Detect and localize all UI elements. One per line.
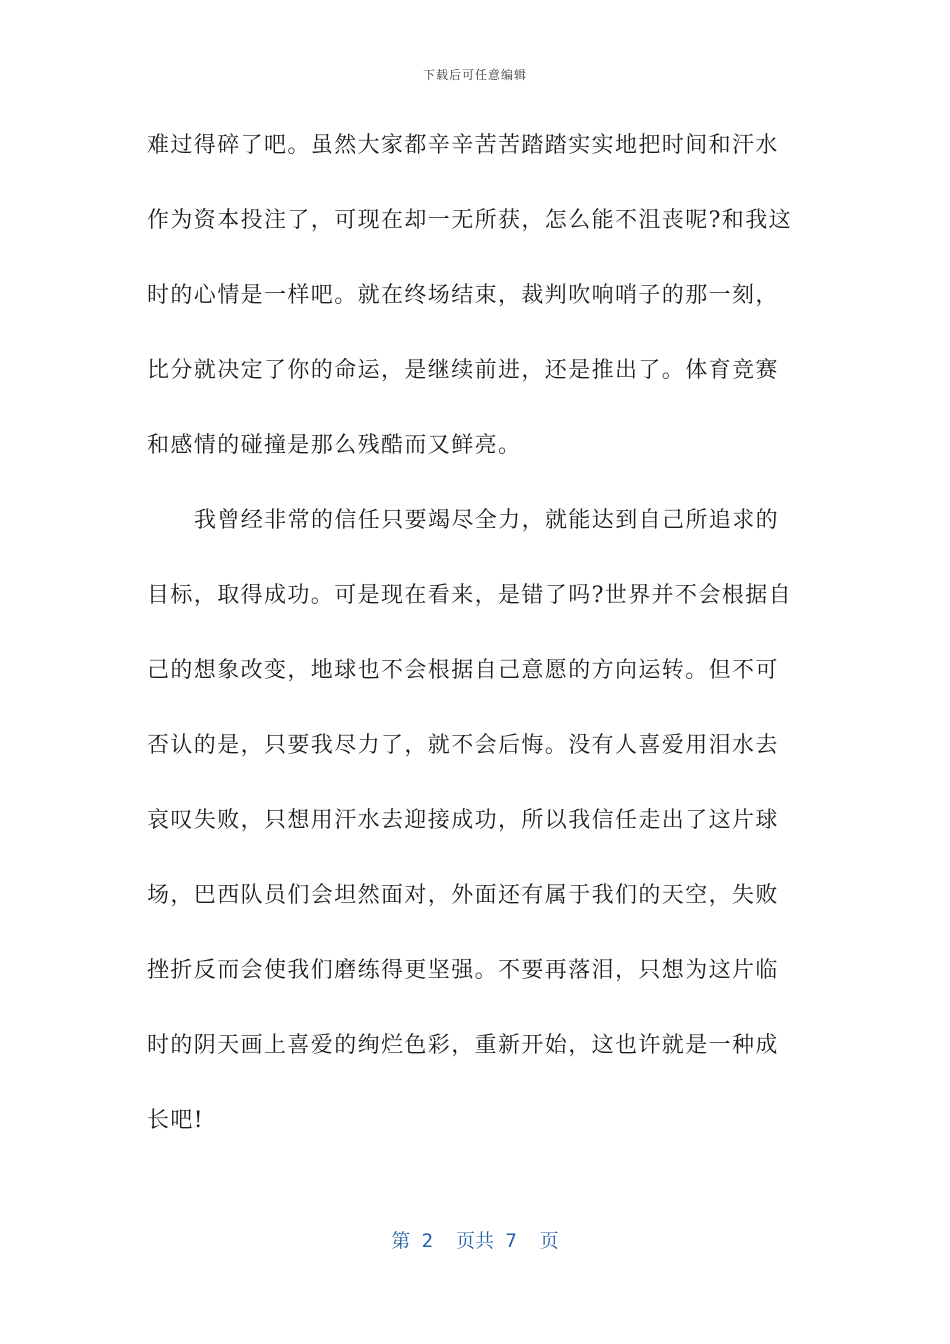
text-line: 目标，取得成功。可是现在看来，是错了吗?世界并不会根据自 [147, 583, 792, 608]
text-line: 难过得碎了吧。虽然大家都辛辛苦苦踏踏实实地把时间和汗水 [147, 133, 779, 158]
text-line: 时的心情是一样吧。就在终场结束，裁判吹响哨子的那一刻， [147, 283, 779, 308]
paragraph-start-line: 我曾经非常的信任只要竭尽全力，就能达到自己所追求的 [194, 508, 780, 533]
text-line: 否认的是，只要我尽力了，就不会后悔。没有人喜爱用泪水去 [147, 733, 779, 758]
text-line: 比分就决定了你的命运，是继续前进，还是推出了。体育竞赛 [147, 358, 779, 383]
document-body [147, 126, 807, 1176]
text-line: 和感情的碰撞是那么残酷而又鲜亮。 [147, 433, 522, 458]
text-line: 作为资本投注了，可现在却一无所获，怎么能不沮丧呢?和我这 [147, 208, 792, 233]
page-number-footer: 第 2 页共 7 页 [391, 1230, 559, 1252]
text-line: 挫折反而会使我们磨练得更坚强。不要再落泪，只想为这片临 [147, 958, 779, 983]
text-line: 场，巴西队员们会坦然面对，外面还有属于我们的天空，失败 [147, 883, 779, 908]
text-line: 时的阴天画上喜爱的绚烂色彩，重新开始，这也许就是一种成 [147, 1033, 779, 1058]
text-line: 长吧! [147, 1108, 205, 1133]
page-header: 下载后可任意编辑 [422, 68, 527, 82]
text-line: 己的想象改变，地球也不会根据自己意愿的方向运转。但不可 [147, 658, 779, 683]
text-line: 哀叹失败，只想用汗水去迎接成功，所以我信任走出了这片球 [147, 808, 779, 833]
